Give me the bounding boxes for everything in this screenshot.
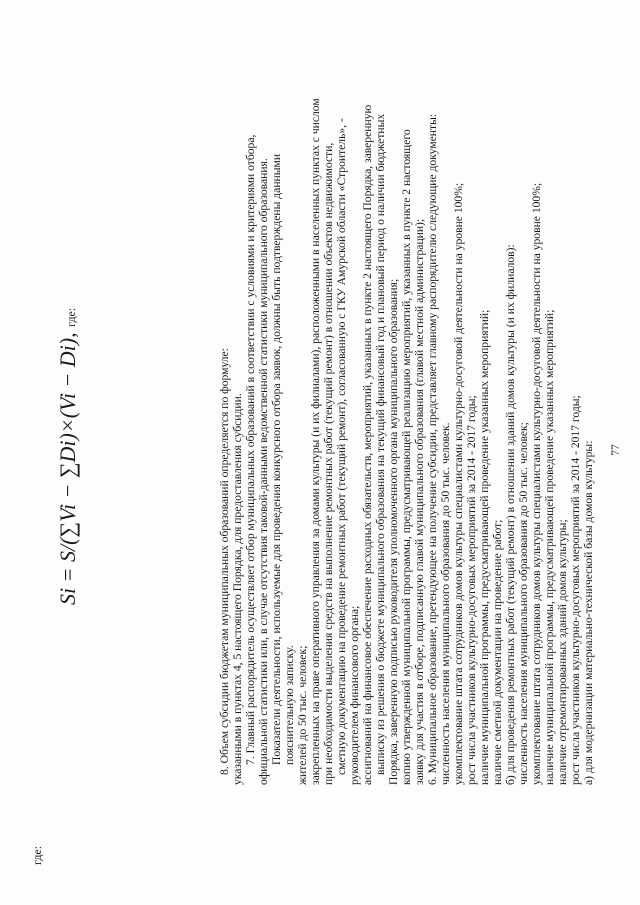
formula-suffix: где: xyxy=(64,307,78,327)
text-line: пояснительную записку. xyxy=(283,645,296,765)
text-line: 8. Объем субсидии бюджетам муниципальных образований определяется по формуле: xyxy=(218,348,231,775)
text-line: официальной статистики или, в случае отсутствия таковой-данными ведомственной статистики муниципального образования. xyxy=(257,158,270,785)
text-line: наличие отремонтированных зданий домов культуры; xyxy=(556,519,569,785)
text-line: Порядка, заверенную подписью руководителя уполномоченного органа муниципального образования; xyxy=(387,278,400,785)
formula xyxy=(55,308,81,605)
formula-text: Si = S/(∑Vi − ∑Di)×(Vi − Di), xyxy=(55,332,80,605)
text-line: при необходимости выделения средств на выполнение ремонтных работ (текущий ремонт) в отношении объектов недвижимости, xyxy=(322,142,335,785)
text-line: 7. Главный распорядитель осуществляет отбор муниципальных образований в соответствии с условиями и критериями отбора, xyxy=(244,134,257,765)
text-line: а) для модернизации материально-технической базы домов культуры: xyxy=(582,440,595,785)
text-line: численность населения муниципального образования до 50 тыс. человек. xyxy=(439,422,452,785)
text-line: руководителем финансового органа; xyxy=(348,605,361,785)
text-line: Показатели деятельности, используемые для проведения конкурсного отбора заявок, должны быть подтверждены данными xyxy=(270,153,283,765)
text-line: численность населения муниципального образования до 50 тыс. человек; xyxy=(517,422,530,785)
text-line: закрепленных на праве оперативного управления за домами культуры (и их филиалами), расположенными в населенных пунктах с числом xyxy=(309,98,322,785)
text-line: выписку из решения о бюджете муниципального образования на текущий финансовый год и плановый период о наличии бюджетных xyxy=(374,113,387,775)
text-line: наличие муниципальной программы, предусматривающей проведение указанных мероприятий; xyxy=(478,309,491,785)
text-line: б) для проведения ремонтных работ (текущий ремонт) в отношении зданий домов культуры (и их филиалов): xyxy=(504,244,517,785)
text-line: 6. Муниципальное образование, претендующее на получение субсидии, представляет главному распорядителю следующие документы: xyxy=(426,113,439,785)
text-line: ассигнований на финансовое обеспечение расходных обязательств, мероприятий, указанных в пункте 2 настоящего Порядка, заверенную xyxy=(361,104,374,785)
text-line: укомплектование штата сотрудников домов культуры специалистами культурно-досуговой деятельности на уровне 100%; xyxy=(530,182,543,785)
text-line: жителей до 50 тыс. человек; xyxy=(296,645,309,785)
text-line: указанными в пунктах 4, 5 настоящего Порядка, для предоставления субсидии. xyxy=(231,393,244,785)
footer-gde: где: xyxy=(30,845,44,865)
text-line: рост числа участников культурно-досуговых мероприятий за 2014 - 2017 годы; xyxy=(465,395,478,785)
text-line: сметную документацию на проведение ремонтных работ (текущий ремонт), согласованную с ГКУ Амурской области «Строитель», - xyxy=(335,118,348,775)
text-line: заявку для участия в отборе, подписанную главой муниципального образования (главой местной администрации); xyxy=(413,218,426,785)
text-line: наличие сметной документации на проведение работ; xyxy=(491,519,504,785)
text-line: наличие муниципальной программы, предусматривающей проведение указанных мероприятий; xyxy=(543,309,556,785)
text-line: укомплектование штата сотрудников домов культуры специалистами культурно-досуговой деятельности на уровне 100%; xyxy=(452,182,465,785)
text-line: копию утвержденной муниципальной программы, предусматривающей реализацию мероприятий, указанных в пункте 2 настоящего xyxy=(400,129,413,785)
text-line: рост числа участников культурно-досуговых мероприятий за 2014 - 2017 годы; xyxy=(569,395,582,785)
page-number: 77 xyxy=(610,444,622,456)
